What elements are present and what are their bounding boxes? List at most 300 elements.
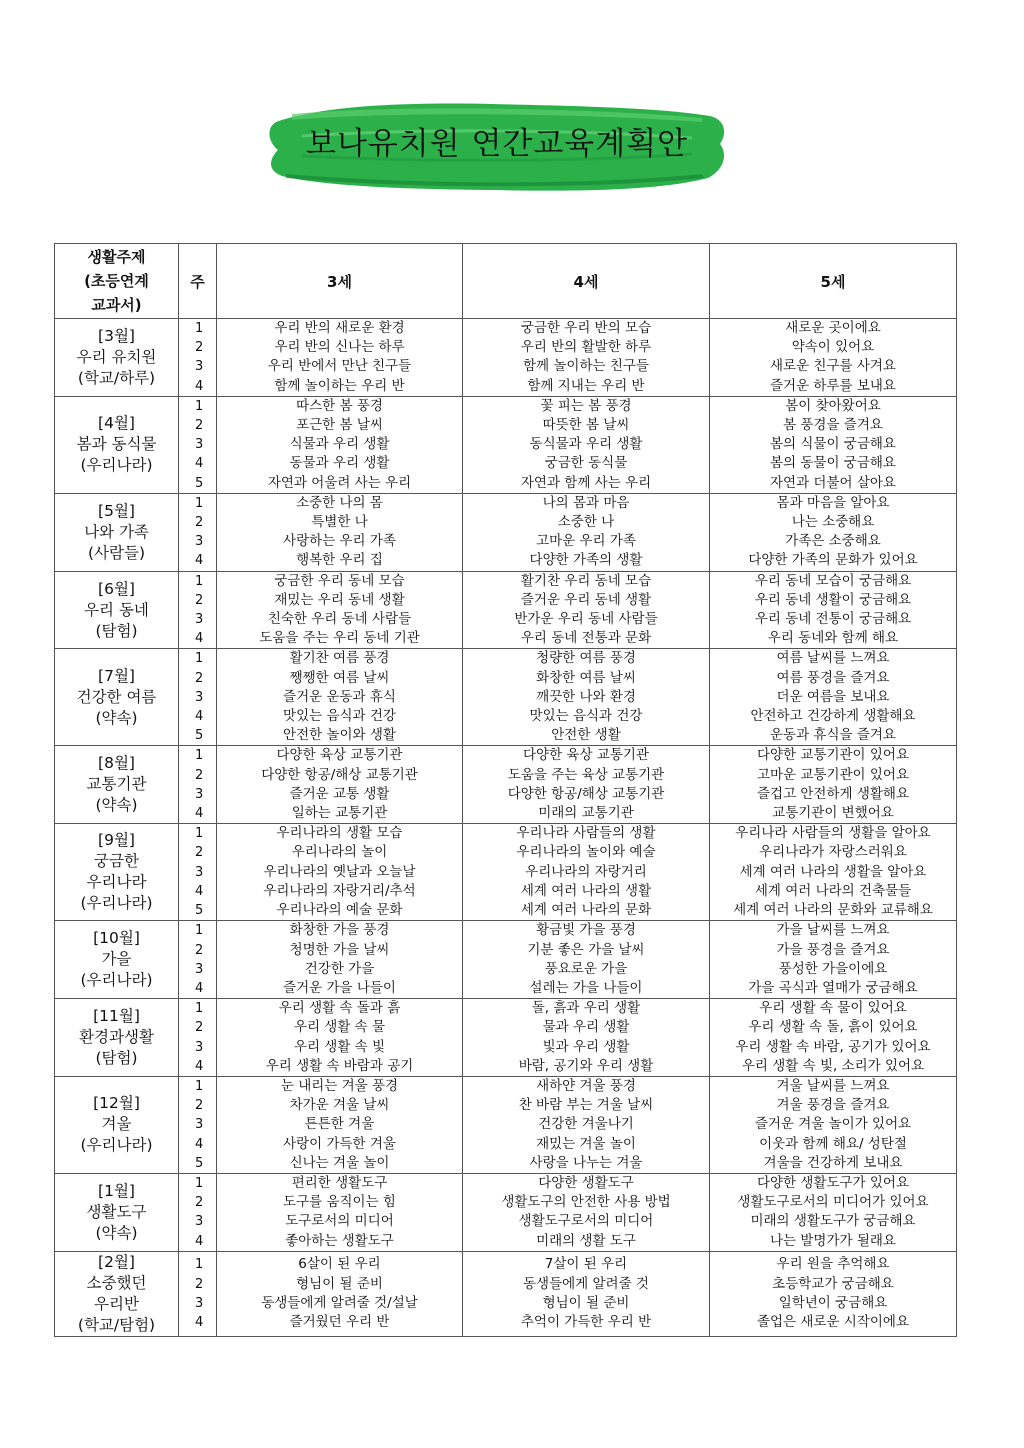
week-number: 4 [195,980,204,996]
age4-topics-cell [463,493,710,571]
week-number: 5 [195,728,204,744]
weekly-topic: 활기찬 우리 동네 모습 [520,572,652,589]
age5-topics-cell [710,396,957,493]
weekly-topic: 겨울 날씨를 느껴요 [776,1077,890,1094]
age3-topics-cell [217,571,463,649]
week-number-cell [179,824,217,921]
age5-topics-cell [710,824,957,921]
weekly-topic: 다양한 가족의 문화가 있어요 [748,552,918,569]
weekly-topic: 우리나라의 옛날과 오늘날 [263,863,416,880]
month-theme-line: [3월] [98,326,135,345]
week-number-cell [179,396,217,493]
table-row [55,921,957,999]
weekly-topic: 소중한 나의 몸 [296,494,383,511]
weekly-topic: 약속이 있어요 [791,339,875,356]
weekly-topic: 도구를 움직이는 힘 [283,1194,396,1211]
week-number-cell [179,1076,217,1173]
week-number: 1 [195,1175,204,1191]
week-number: 5 [195,475,204,491]
weekly-topic: 초등학교가 궁금해요 [772,1275,894,1292]
weekly-topic: 여름 풍경을 즐겨요 [776,669,890,686]
weekly-topic: 자연과 더불어 살아요 [770,474,896,491]
age4-topics-cell [463,999,710,1077]
month-theme-cell [55,649,179,746]
weekly-topic: 맛있는 음식과 건강 [283,708,396,725]
weekly-topic: 우리 반의 새로운 환경 [274,320,405,336]
week-number: 1 [195,923,204,939]
weekly-topic: 세계 여러 나라의 건축물들 [754,882,912,899]
weekly-topic: 형님이 될 준비 [542,1294,630,1311]
month-theme-line: 궁금한 [94,852,139,871]
month-theme-line: (우리나라) [80,456,153,475]
header-age4: 4세 [463,244,710,319]
month-theme-line: 나와 가족 [84,522,149,541]
table-header-row [55,244,957,319]
weekly-topic: 고마운 교통기관이 있어요 [756,766,910,783]
age5-topics-cell [710,746,957,824]
weekly-topic: 쨍쨍한 여름 날씨 [289,669,390,686]
age4-topics-cell [463,319,710,397]
weekly-topic: 꽃 피는 봄 풍경 [540,397,632,414]
month-theme-line: (학교/하루) [77,368,156,387]
age4-topics-cell [463,1076,710,1173]
table-row [55,824,957,921]
age5-topics-cell [710,1173,957,1251]
week-number: 3 [195,786,204,802]
month-theme-line: [6월] [98,579,135,598]
header-age5: 5세 [710,244,957,319]
week-number: 3 [195,864,204,880]
week-number: 4 [195,553,204,569]
week-number: 3 [195,1039,204,1055]
week-number-cell [179,649,217,746]
weekly-topic: 청명한 가을 날씨 [289,941,390,958]
week-number: 1 [195,1078,204,1094]
week-number: 3 [195,534,204,550]
weekly-topic: 우리 동네 전통이 궁금해요 [754,611,912,628]
weekly-topic: 바람, 공기와 우리 생활 [518,1057,654,1074]
month-theme-cell [55,746,179,824]
weekly-topic: 가을 풍경을 즐겨요 [776,941,890,958]
month-theme-line: 건강한 여름 [76,687,157,706]
table-row [55,999,957,1077]
week-number: 1 [195,321,204,336]
weekly-topic: 우리 생활 속 물 [293,1019,386,1036]
table-row [55,396,957,493]
month-theme-cell [55,1173,179,1251]
age3-topics-cell [217,1173,463,1251]
weekly-topic: 도구로서의 미디어 [285,1213,394,1230]
weekly-topic: 여름 날씨를 느껴요 [776,650,890,667]
weekly-topic: 궁금한 우리 반의 모습 [520,320,652,336]
weekly-topic: 즐거운 하루를 보내요 [770,377,896,394]
week-number: 2 [195,1098,204,1114]
header-theme [55,244,179,319]
age3-topics-cell [217,319,463,397]
week-number: 1 [195,1001,204,1017]
weekly-topic: 풍성한 가을이에요 [778,960,888,977]
weekly-topic: 세계 여러 나라의 생활 [520,882,652,899]
weekly-topic: 가을 곡식과 열매가 궁금해요 [748,979,918,996]
month-theme-line: 우리 유치원 [76,347,157,366]
month-theme-line: (우리나라) [80,1136,153,1155]
week-number: 1 [195,826,204,842]
weekly-topic: 동생들에게 알려줄 것 [523,1275,649,1292]
weekly-topic: 풍요로운 가을 [544,960,628,977]
weekly-topic: 함께 지내는 우리 반 [527,377,645,394]
weekly-topic: 안전한 놀이와 생활 [283,727,396,744]
annual-plan-table [54,243,957,1337]
week-number: 3 [195,1295,204,1311]
month-theme-line: (탐험) [95,621,138,640]
weekly-topic: 포근한 봄 날씨 [296,417,383,434]
weekly-topic: 형님이 될 준비 [296,1275,383,1292]
month-theme-line: (약속) [95,1223,138,1242]
week-number: 2 [195,1020,204,1036]
month-theme-cell [55,999,179,1077]
month-theme-cell [55,921,179,999]
week-number-cell [179,571,217,649]
weekly-topic: 7살이 된 우리 [544,1256,628,1273]
weekly-topic: 6살이 된 우리 [298,1256,381,1273]
weekly-topic: 빛과 우리 생활 [542,1038,630,1055]
age5-topics-cell [710,1076,957,1173]
weekly-topic: 튼튼한 겨울 [304,1116,375,1133]
month-theme-line: 겨울 [101,1115,132,1134]
weekly-topic: 다양한 육상 교통기관 [276,747,403,764]
weekly-topic: 우리나라 사람들의 생활 [516,825,656,842]
weekly-topic: 돌, 흙과 우리 생활 [531,1000,641,1017]
month-theme-line: (우리나라) [80,971,153,990]
month-theme-line: 우리반 [94,1294,139,1313]
month-theme-cell [55,1076,179,1173]
header-theme-line: 교과서) [91,296,142,314]
weekly-topic: 겨울을 건강하게 보내요 [763,1154,903,1171]
month-theme-cell [55,493,179,571]
week-number: 4 [195,1233,204,1249]
weekly-topic: 봄이 찾아왔어요 [785,397,881,414]
age3-topics-cell [217,1251,463,1336]
weekly-topic: 우리 동네 전통과 문화 [520,630,652,647]
month-theme-line: (사람들) [87,543,145,562]
weekly-topic: 졸업은 새로운 시작이에요 [756,1313,910,1330]
month-theme-line: [2월] [98,1252,135,1271]
weekly-topic: 소중한 나 [557,514,615,531]
weekly-topic: 따뜻한 봄 날씨 [542,417,630,434]
weekly-topic: 즐거운 겨울 놀이가 있어요 [754,1116,912,1133]
weekly-topic: 사랑이 가득한 겨울 [283,1135,396,1152]
month-theme-line: 우리 동네 [84,600,149,619]
weekly-topic: 신나는 겨울 놀이 [289,1154,390,1171]
weekly-topic: 우리 생활 속 바람, 공기가 있어요 [735,1038,931,1055]
age4-topics-cell [463,921,710,999]
weekly-topic: 도움을 주는 육상 교통기관 [507,766,665,783]
weekly-topic: 따스한 봄 풍경 [296,397,383,414]
weekly-topic: 우리나라의 자랑거리 [525,863,647,880]
weekly-topic: 우리나라의 놀이 [291,844,388,861]
week-number-cell [179,746,217,824]
weekly-topic: 우리 생활 속 돌과 흙 [278,1000,401,1017]
weekly-topic: 미래의 생활도구가 궁금해요 [750,1213,916,1230]
weekly-topic: 동식물과 우리 생활 [529,436,643,453]
month-theme-line: 교통기관 [86,775,147,794]
week-number: 1 [195,495,204,511]
weekly-topic: 맛있는 음식과 건강 [529,708,643,725]
month-theme-cell [55,571,179,649]
weekly-topic: 궁금한 우리 동네 모습 [274,572,405,589]
week-number-cell [179,319,217,397]
weekly-topic: 건강한 가을 [304,960,375,977]
week-number: 1 [195,573,204,589]
weekly-topic: 생활도구로서의 미디어 [518,1213,654,1230]
weekly-topic: 함께 놀이하는 우리 반 [274,377,405,394]
month-theme-line: (약속) [95,708,138,727]
weekly-topic: 우리나라의 놀이와 예술 [516,844,656,861]
table-row [55,493,957,571]
weekly-topic: 특별한 나 [311,514,368,531]
weekly-topic: 다양한 항공/해상 교통기관 [507,785,665,802]
weekly-topic: 행복한 우리 집 [296,552,383,569]
weekly-topic: 반가운 우리 동네 사람들 [514,611,658,628]
weekly-topic: 안전한 생활 [551,727,621,744]
week-number-cell [179,1173,217,1251]
week-number: 1 [195,398,204,414]
week-number: 3 [195,961,204,977]
week-number: 3 [195,437,204,453]
month-theme-line: [7월] [98,666,135,685]
weekly-topic: 우리 생활 속 빛, 소리가 있어요 [741,1057,925,1074]
month-theme-line: [10월] [93,929,140,948]
age5-topics-cell [710,571,957,649]
table-row [55,1251,957,1336]
month-theme-line: 가을 [101,950,132,969]
weekly-topic: 생활도구의 안전한 사용 방법 [501,1194,671,1211]
month-theme-line: 소중했던 [86,1273,147,1292]
weekly-topic: 즐겁고 안전하게 생활해요 [756,785,910,802]
age5-topics-cell [710,921,957,999]
week-number: 3 [195,612,204,628]
week-number: 2 [195,942,204,958]
week-number-cell [179,493,217,571]
month-theme-line: 생활도구 [86,1202,147,1221]
week-number: 2 [195,1195,204,1211]
weekly-topic: 새로운 곳이에요 [785,320,881,336]
table-row [55,1076,957,1173]
weekly-topic: 더운 여름을 보내요 [776,688,890,705]
weekly-topic: 새로운 친구를 사겨요 [770,358,896,375]
age5-topics-cell [710,999,957,1077]
weekly-topic: 물과 우리 생활 [542,1019,630,1036]
week-number: 2 [195,767,204,783]
weekly-topic: 활기찬 여름 풍경 [289,650,390,667]
weekly-topic: 세계 여러 나라의 생활을 알아요 [739,863,927,880]
weekly-topic: 몸과 마음을 알아요 [776,494,890,511]
weekly-topic: 즐거운 우리 동네 생활 [520,591,652,608]
week-number: 3 [195,689,204,705]
week-number: 3 [195,1117,204,1133]
week-number: 3 [195,1214,204,1230]
month-theme-line: [12월] [93,1094,140,1113]
weekly-topic: 우리나라의 예술 문화 [276,902,403,919]
month-theme-line: (약속) [95,796,138,815]
weekly-topic: 궁금한 동식물 [544,455,628,472]
weekly-topic: 찬 바람 부는 겨울 날씨 [518,1097,654,1114]
weekly-topic: 재밌는 겨울 놀이 [536,1135,636,1152]
week-number: 2 [195,515,204,531]
week-number: 4 [195,378,204,394]
weekly-topic: 가을 날씨를 느껴요 [776,922,890,939]
week-number: 1 [195,651,204,667]
weekly-topic: 건강한 겨울나기 [538,1116,634,1133]
weekly-topic: 즐거운 교통 생활 [289,785,390,802]
week-number: 2 [195,340,204,356]
weekly-topic: 추억이 가득한 우리 반 [520,1313,652,1330]
weekly-topic: 안전하고 건강하게 생활해요 [750,708,916,725]
age5-topics-cell [710,1251,957,1336]
age3-topics-cell [217,746,463,824]
age3-topics-cell [217,649,463,746]
age4-topics-cell [463,1173,710,1251]
weekly-topic: 다양한 항공/해상 교통기관 [261,766,418,783]
weekly-topic: 다양한 육상 교통기관 [523,747,649,764]
weekly-topic: 우리나라의 자랑거리/추석 [263,882,416,899]
month-theme-cell [55,319,179,397]
weekly-topic: 봄의 동물이 궁금해요 [770,455,896,472]
weekly-topic: 고마운 우리 가족 [536,533,636,550]
weekly-topic: 사랑을 나누는 겨울 [529,1154,643,1171]
weekly-topic: 동물과 우리 생활 [289,455,390,472]
age3-topics-cell [217,999,463,1077]
week-number: 4 [195,806,204,822]
month-theme-line: 환경과생활 [79,1028,154,1047]
weekly-topic: 도움을 주는 우리 동네 기관 [259,630,420,647]
weekly-topic: 화창한 가을 풍경 [289,922,390,939]
month-theme-line: [11월] [93,1007,140,1026]
month-theme-line: [5월] [98,501,135,520]
age3-topics-cell [217,1076,463,1173]
weekly-topic: 나는 소중해요 [791,514,875,531]
age4-topics-cell [463,571,710,649]
weekly-topic: 함께 놀이하는 친구들 [523,358,649,375]
weekly-topic: 나는 발명가가 될래요 [770,1232,896,1249]
month-theme-line: [9월] [98,831,135,850]
weekly-topic: 겨울 풍경을 즐겨요 [776,1097,890,1114]
age4-topics-cell [463,1251,710,1336]
weekly-topic: 우리 생활 속 바람과 공기 [265,1057,414,1074]
week-number: 5 [195,903,204,919]
page-title: 보나유치원 연간교육계획안 [305,126,689,162]
weekly-topic: 차가운 겨울 날씨 [289,1097,390,1114]
table-row [55,319,957,397]
weekly-topic: 운동과 휴식을 즐겨요 [770,727,896,744]
weekly-topic: 세계 여러 나라의 문화와 교류해요 [733,902,933,919]
week-number: 4 [195,883,204,899]
age4-topics-cell [463,746,710,824]
weekly-topic: 다양한 교통기관이 있어요 [756,747,910,764]
week-number: 4 [195,1314,204,1330]
weekly-topic: 자연과 어울려 사는 우리 [267,474,412,491]
month-theme-line: (탐험) [95,1049,138,1068]
weekly-topic: 우리 동네와 함께 해요 [767,630,899,647]
table-row [55,1173,957,1251]
weekly-topic: 재밌는 우리 동네 생활 [274,591,405,608]
title-banner [262,92,732,202]
weekly-topic: 우리나라의 생활 모습 [276,825,403,842]
weekly-topic: 즐거웠던 우리 반 [289,1313,390,1330]
week-number-cell [179,1251,217,1336]
weekly-topic: 청량한 여름 풍경 [536,650,636,667]
weekly-topic: 눈 내리는 겨울 풍경 [280,1077,399,1094]
weekly-topic: 다양한 생활도구가 있어요 [756,1174,910,1191]
table-row [55,746,957,824]
weekly-topic: 깨끗한 나와 환경 [536,688,636,705]
weekly-topic: 친숙한 우리 동네 사람들 [267,611,412,628]
weekly-topic: 기분 좋은 가을 날씨 [527,941,645,958]
week-number: 4 [195,456,204,472]
weekly-topic: 봄 풍경을 즐겨요 [783,417,883,434]
week-number: 4 [195,1058,204,1074]
week-number: 2 [195,670,204,686]
age5-topics-cell [710,649,957,746]
weekly-topic: 설레는 가을 나들이 [529,979,643,996]
weekly-topic: 우리 반의 활발한 하루 [520,339,652,356]
weekly-topic: 편리한 생활도구 [291,1174,388,1191]
table-row [55,571,957,649]
week-number: 1 [195,748,204,764]
header-theme-line: (초등연계 [84,272,149,290]
weekly-topic: 식물과 우리 생활 [289,436,390,453]
month-theme-line: [1월] [98,1181,135,1200]
week-number: 2 [195,592,204,608]
weekly-topic: 일학년이 궁금해요 [778,1294,888,1311]
weekly-topic: 황금빛 가을 풍경 [536,922,636,939]
weekly-topic: 좋아하는 생활도구 [285,1232,394,1249]
weekly-topic: 화창한 여름 날씨 [536,669,636,686]
age3-topics-cell [217,921,463,999]
age4-topics-cell [463,824,710,921]
weekly-topic: 교통기관이 변했어요 [772,805,894,822]
header-theme-line: 생활주제 [87,248,146,266]
weekly-topic: 가족은 소중해요 [785,533,881,550]
weekly-topic: 즐거운 가을 나들이 [283,979,396,996]
week-number: 4 [195,631,204,647]
weekly-topic: 우리 생활 속 빛 [293,1038,386,1055]
week-number: 1 [195,1257,204,1273]
weekly-topic: 우리나라가 자랑스러워요 [759,844,907,861]
weekly-topic: 새하얀 겨울 풍경 [536,1077,636,1094]
weekly-topic: 자연과 함께 사는 우리 [520,474,652,491]
weekly-topic: 우리 원을 추억해요 [776,1256,890,1273]
header-age3: 3세 [217,244,463,319]
age3-topics-cell [217,493,463,571]
age3-topics-cell [217,396,463,493]
month-theme-line: (우리나라) [80,894,153,913]
weekly-topic: 사랑하는 우리 가족 [283,533,396,550]
weekly-topic: 우리 동네 모습이 궁금해요 [754,572,912,589]
weekly-topic: 이웃과 함께 해요/ 성탄절 [759,1135,907,1152]
age4-topics-cell [463,649,710,746]
weekly-topic: 봄의 식물이 궁금해요 [770,436,896,453]
weekly-topic: 우리 반에서 만난 친구들 [267,358,412,375]
weekly-topic: 다양한 가족의 생활 [529,552,643,569]
weekly-topic: 우리 반의 신나는 하루 [274,339,405,356]
table-body [55,319,957,1337]
week-number: 2 [195,845,204,861]
weekly-topic: 우리 생활 속 돌, 흙이 있어요 [748,1019,918,1036]
weekly-topic: 우리나라 사람들의 생활을 알아요 [735,825,931,842]
weekly-topic: 다양한 생활도구 [538,1174,634,1191]
week-number-cell [179,921,217,999]
